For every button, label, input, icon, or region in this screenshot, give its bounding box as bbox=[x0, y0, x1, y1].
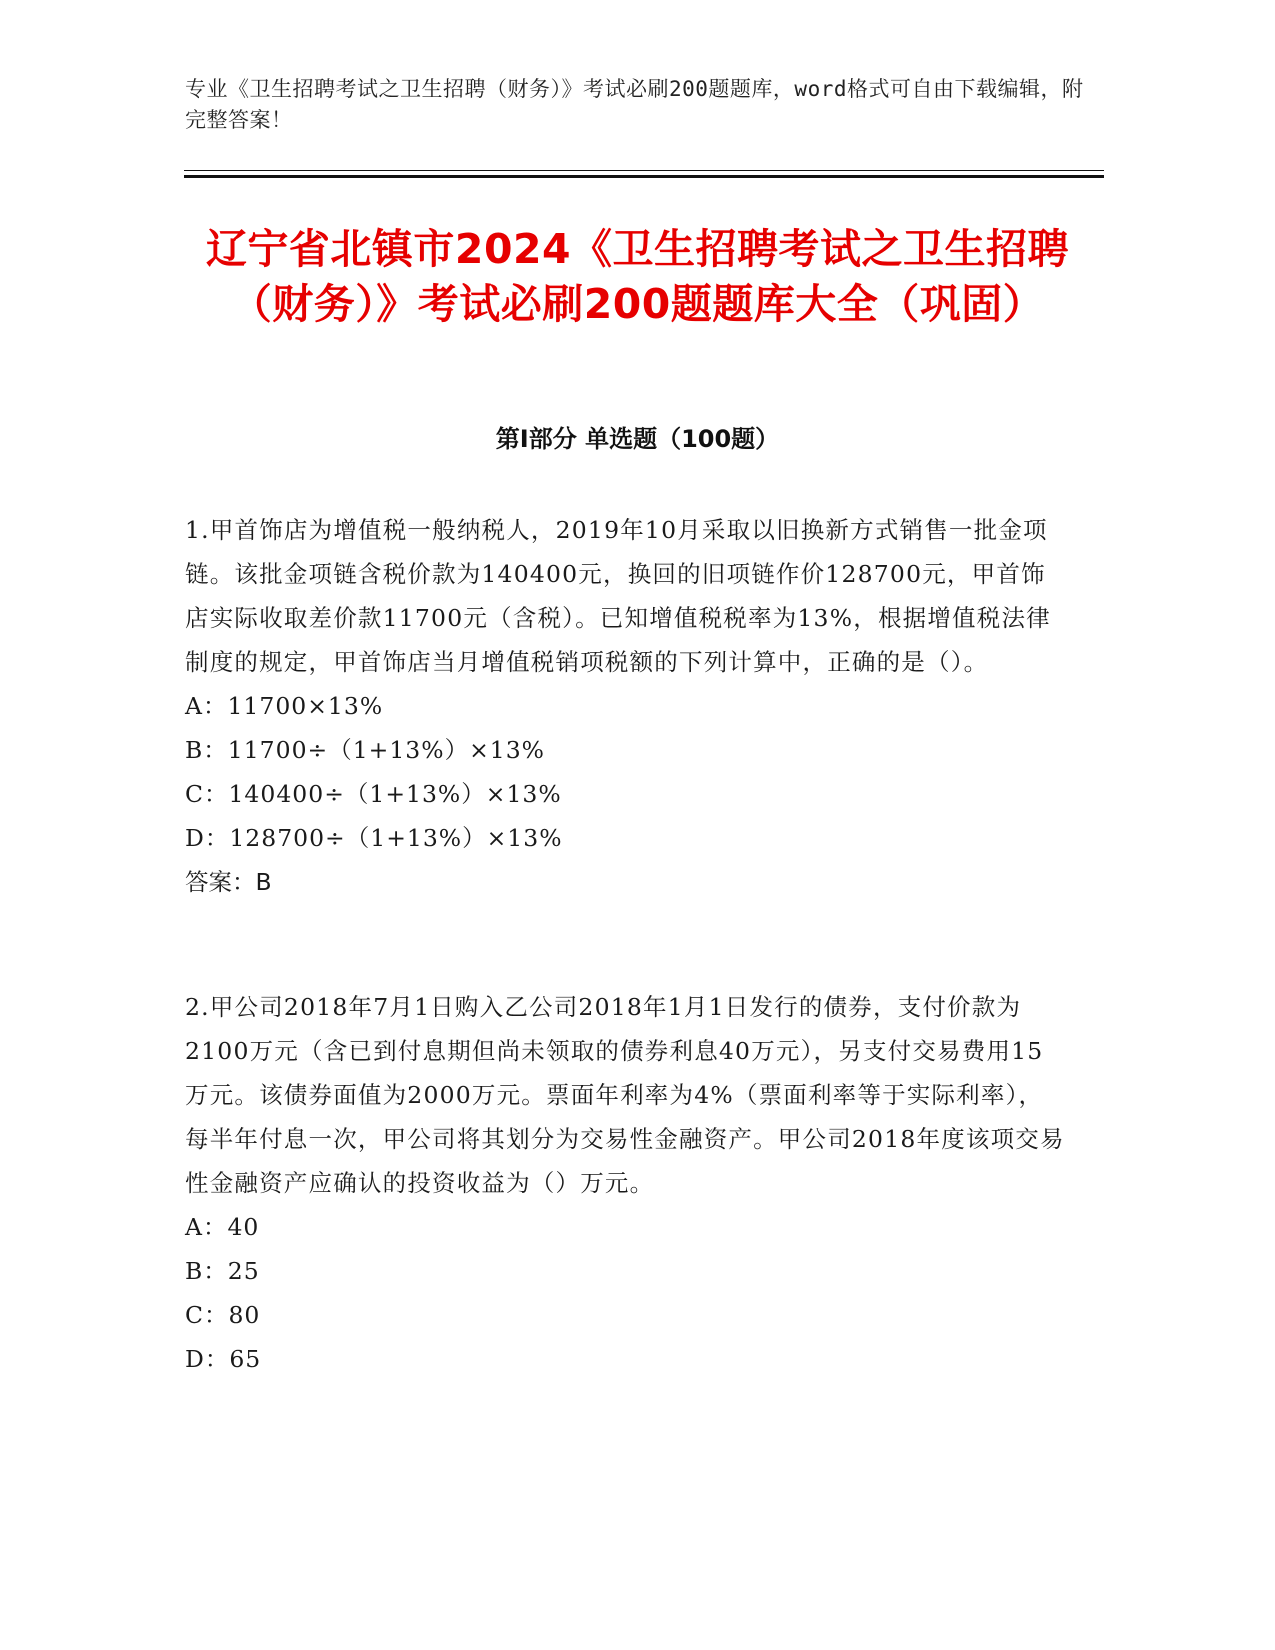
option-c: C：140400÷（1+13%）×13% bbox=[185, 780, 562, 808]
question-stem: 2.甲公司2018年7月1日购入乙公司2018年1月1日发行的债券，支付价款为2100万元（含已到付息期但尚未领取的债券利息40万元），另支付交易费用15万元。该债券面值为2000万元。票面年利率为4%（票面利率等于实际利率），每半年付息一次，甲公司将其划分为交易性金融资产。甲公司2018年度该项交易性金融资产应确认的投资收益为（）万元。 bbox=[185, 993, 1065, 1197]
header-note: 专业《卫生招聘考试之卫生招聘（财务）》考试必刷200题题库，word格式可自由下载编辑，附完整答案！ bbox=[185, 77, 1084, 132]
option-a: A：40 bbox=[185, 1213, 260, 1241]
option-b: B：11700÷（1+13%）×13% bbox=[185, 736, 546, 764]
section-heading: 第Ⅰ部分 单选题（100题） bbox=[495, 425, 780, 453]
option-c: C：80 bbox=[185, 1301, 261, 1329]
header-rule-thick bbox=[184, 175, 1104, 178]
answer: 答案：B bbox=[185, 868, 272, 896]
question-2 bbox=[185, 985, 1065, 1381]
option-b: B：25 bbox=[185, 1257, 260, 1285]
header-rule-thin bbox=[184, 170, 1104, 171]
option-d: D：65 bbox=[185, 1345, 262, 1373]
document-title: 辽宁省北镇市2024《卫生招聘考试之卫生招聘（财务）》考试必刷200题题库大全（巩固） bbox=[205, 225, 1070, 328]
option-d: D：128700÷（1+13%）×13% bbox=[185, 824, 563, 852]
question-stem: 1.甲首饰店为增值税一般纳税人，2019年10月采取以旧换新方式销售一批金项链。该批金项链含税价款为140400元，换回的旧项链作价128700元，甲首饰店实际收取差价款11700元（含税）。已知增值税税率为13%，根据增值税法律制度的规定，甲首饰店当月增值税销项税额的下列计算中，正确的是（）。 bbox=[185, 516, 1051, 676]
option-a: A：11700×13% bbox=[185, 692, 384, 720]
question-1 bbox=[185, 508, 1065, 904]
